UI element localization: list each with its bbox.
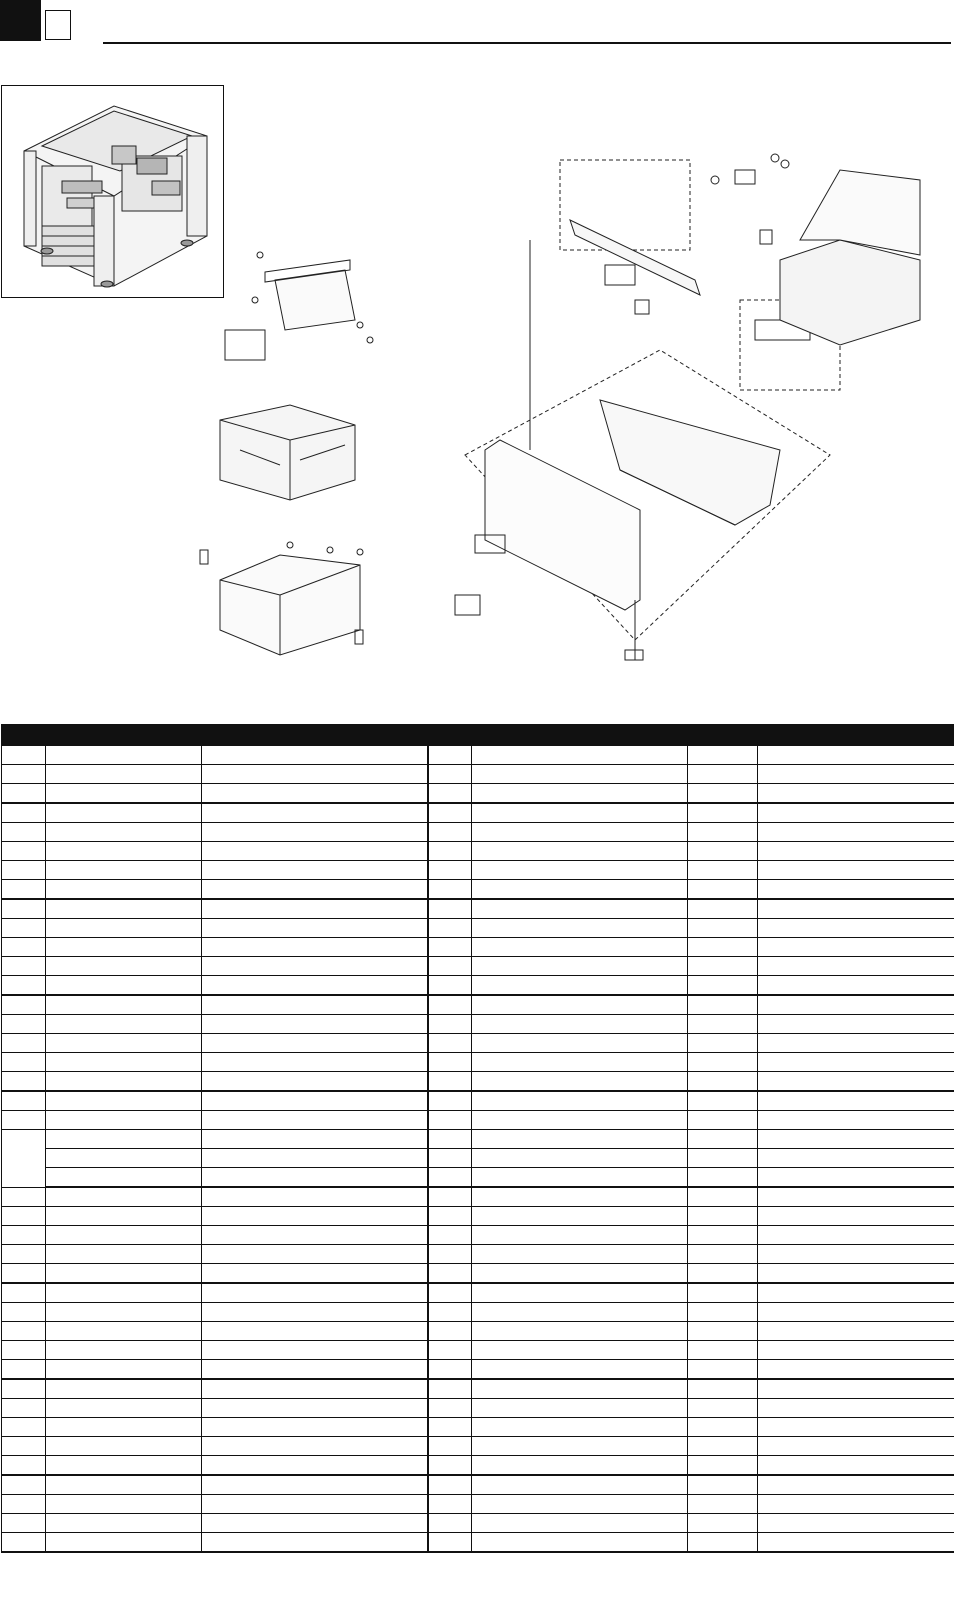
rail-label (605, 265, 635, 285)
table-row (2, 899, 954, 919)
table-row (2, 976, 954, 996)
page-marker-box (45, 10, 71, 40)
table-block-part (220, 405, 355, 500)
table-row (2, 1456, 954, 1476)
table-row (2, 995, 954, 1015)
table-row (2, 1245, 954, 1264)
table-row (2, 1341, 954, 1360)
table-row (2, 1072, 954, 1092)
table-row (2, 1418, 954, 1437)
tray-part (220, 555, 360, 655)
front-panel-part (485, 440, 640, 610)
label-plate-part (225, 330, 265, 360)
table-row (2, 784, 954, 804)
table-row (2, 1283, 954, 1303)
header-cell (688, 725, 758, 746)
table-row (2, 842, 954, 861)
table-row (2, 1303, 954, 1322)
right-assembly-part (780, 240, 920, 345)
table-row (2, 765, 954, 784)
exploded-parts-diagram (180, 120, 954, 690)
table-row (2, 746, 954, 765)
table-row (2, 1034, 954, 1053)
table-row (2, 1187, 954, 1207)
table-row (2, 1514, 954, 1533)
table-row (2, 861, 954, 880)
table-row (2, 1495, 954, 1514)
table-row (2, 1207, 954, 1226)
parts-list-table (1, 724, 954, 1553)
header-cell (202, 725, 428, 746)
table-row (2, 1379, 954, 1399)
header-cell (472, 725, 688, 746)
header-cell (758, 725, 954, 746)
right-cover-part (800, 170, 920, 255)
exploded-view-drawing (180, 120, 954, 690)
table-row (2, 919, 954, 938)
table-row (2, 1130, 954, 1149)
header-cell (46, 725, 202, 746)
table-row (2, 1264, 954, 1284)
table-row (2, 1053, 954, 1072)
header-rule (103, 42, 951, 44)
table-row (2, 1091, 954, 1111)
table-row (2, 938, 954, 957)
table-row (2, 1475, 954, 1495)
table-row (2, 1322, 954, 1341)
table-row (2, 803, 954, 823)
table-row (2, 1399, 954, 1418)
table-row (2, 1437, 954, 1456)
table-row (2, 1015, 954, 1034)
table-row (2, 1533, 954, 1553)
table-header-row (2, 725, 954, 746)
caution-label (455, 595, 480, 615)
table-row (2, 1226, 954, 1245)
section-marker-block (0, 0, 41, 41)
table-row (2, 1360, 954, 1380)
table-row (2, 1149, 954, 1168)
table-row (2, 880, 954, 900)
sensor-block (635, 300, 649, 314)
table-row (2, 1111, 954, 1130)
header-cell (2, 725, 46, 746)
header-cell (428, 725, 472, 746)
table-row (2, 957, 954, 976)
table-row (2, 1168, 954, 1188)
table-row (2, 823, 954, 842)
